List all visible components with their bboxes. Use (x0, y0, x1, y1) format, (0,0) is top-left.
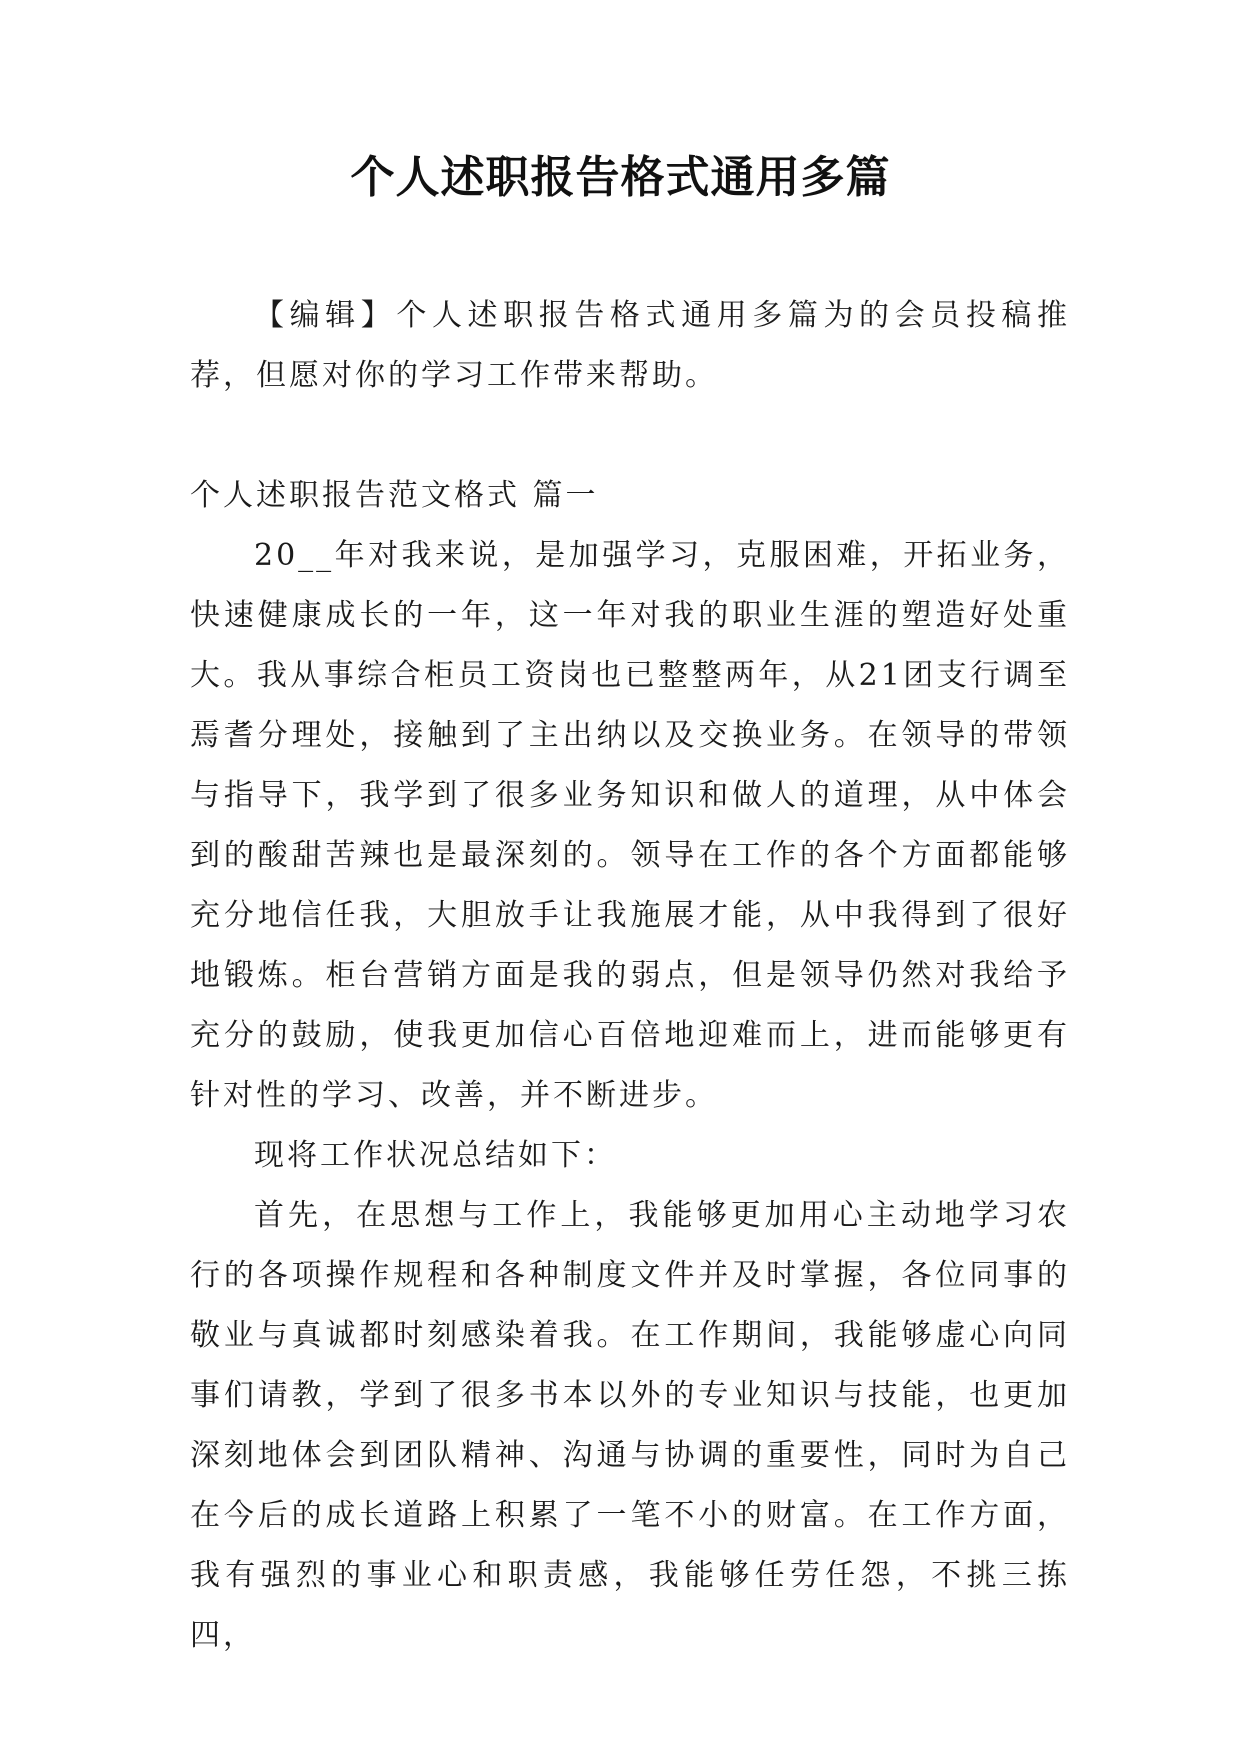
body-paragraph-2: 现将工作状况总结如下： (254, 1138, 617, 1173)
body-paragraph-3: 首先，在思想与工作上，我能够更加用心主动地学习农行的各项操作规程和各种制度文件并及时掌握，各位同事的敬业与真诚都时刻感染着我。在工作期间，我能够虚心向同事们请教，学到了很多书本以外的专业知识与技能，也更加深刻地体会到团队精神、沟通与协调的重要性，同时为自己在今后的成长道路上积累了一笔不小的财富。在工作方面，我有强烈的事业心和职责感，我能够任劳任怨，不挑三拣四， (190, 1198, 1070, 1653)
intro-paragraph: 【编辑】个人述职报告格式通用多篇为的会员投稿推荐，但愿对你的学习工作带来帮助。 (190, 298, 1070, 393)
document-title: 个人述职报告格式通用多篇 (350, 152, 891, 203)
body-paragraph-1: 20__年对我来说，是加强学习，克服困难，开拓业务，快速健康成长的一年，这一年对我的职业生涯的塑造好处重大。我从事综合柜员工资岗也已整整两年，从21团支行调至焉耆分理处，接触到了主出纳以及交换业务。在领导的带领与指导下，我学到了很多业务知识和做人的道理，从中体会到的酸甜苦辣也是最深刻的。领导在工作的各个方面都能够充分地信任我，大胆放手让我施展才能，从中我得到了很好地锻炼。柜台营销方面是我的弱点，但是领导仍然对我给予充分的鼓励，使我更加信心百倍地迎难而上，进而能够更有针对性的学习、改善，并不断进步。 (190, 538, 1070, 1113)
section-heading: 个人述职报告范文格式 篇一 (190, 478, 599, 513)
document-body (190, 286, 1070, 1666)
